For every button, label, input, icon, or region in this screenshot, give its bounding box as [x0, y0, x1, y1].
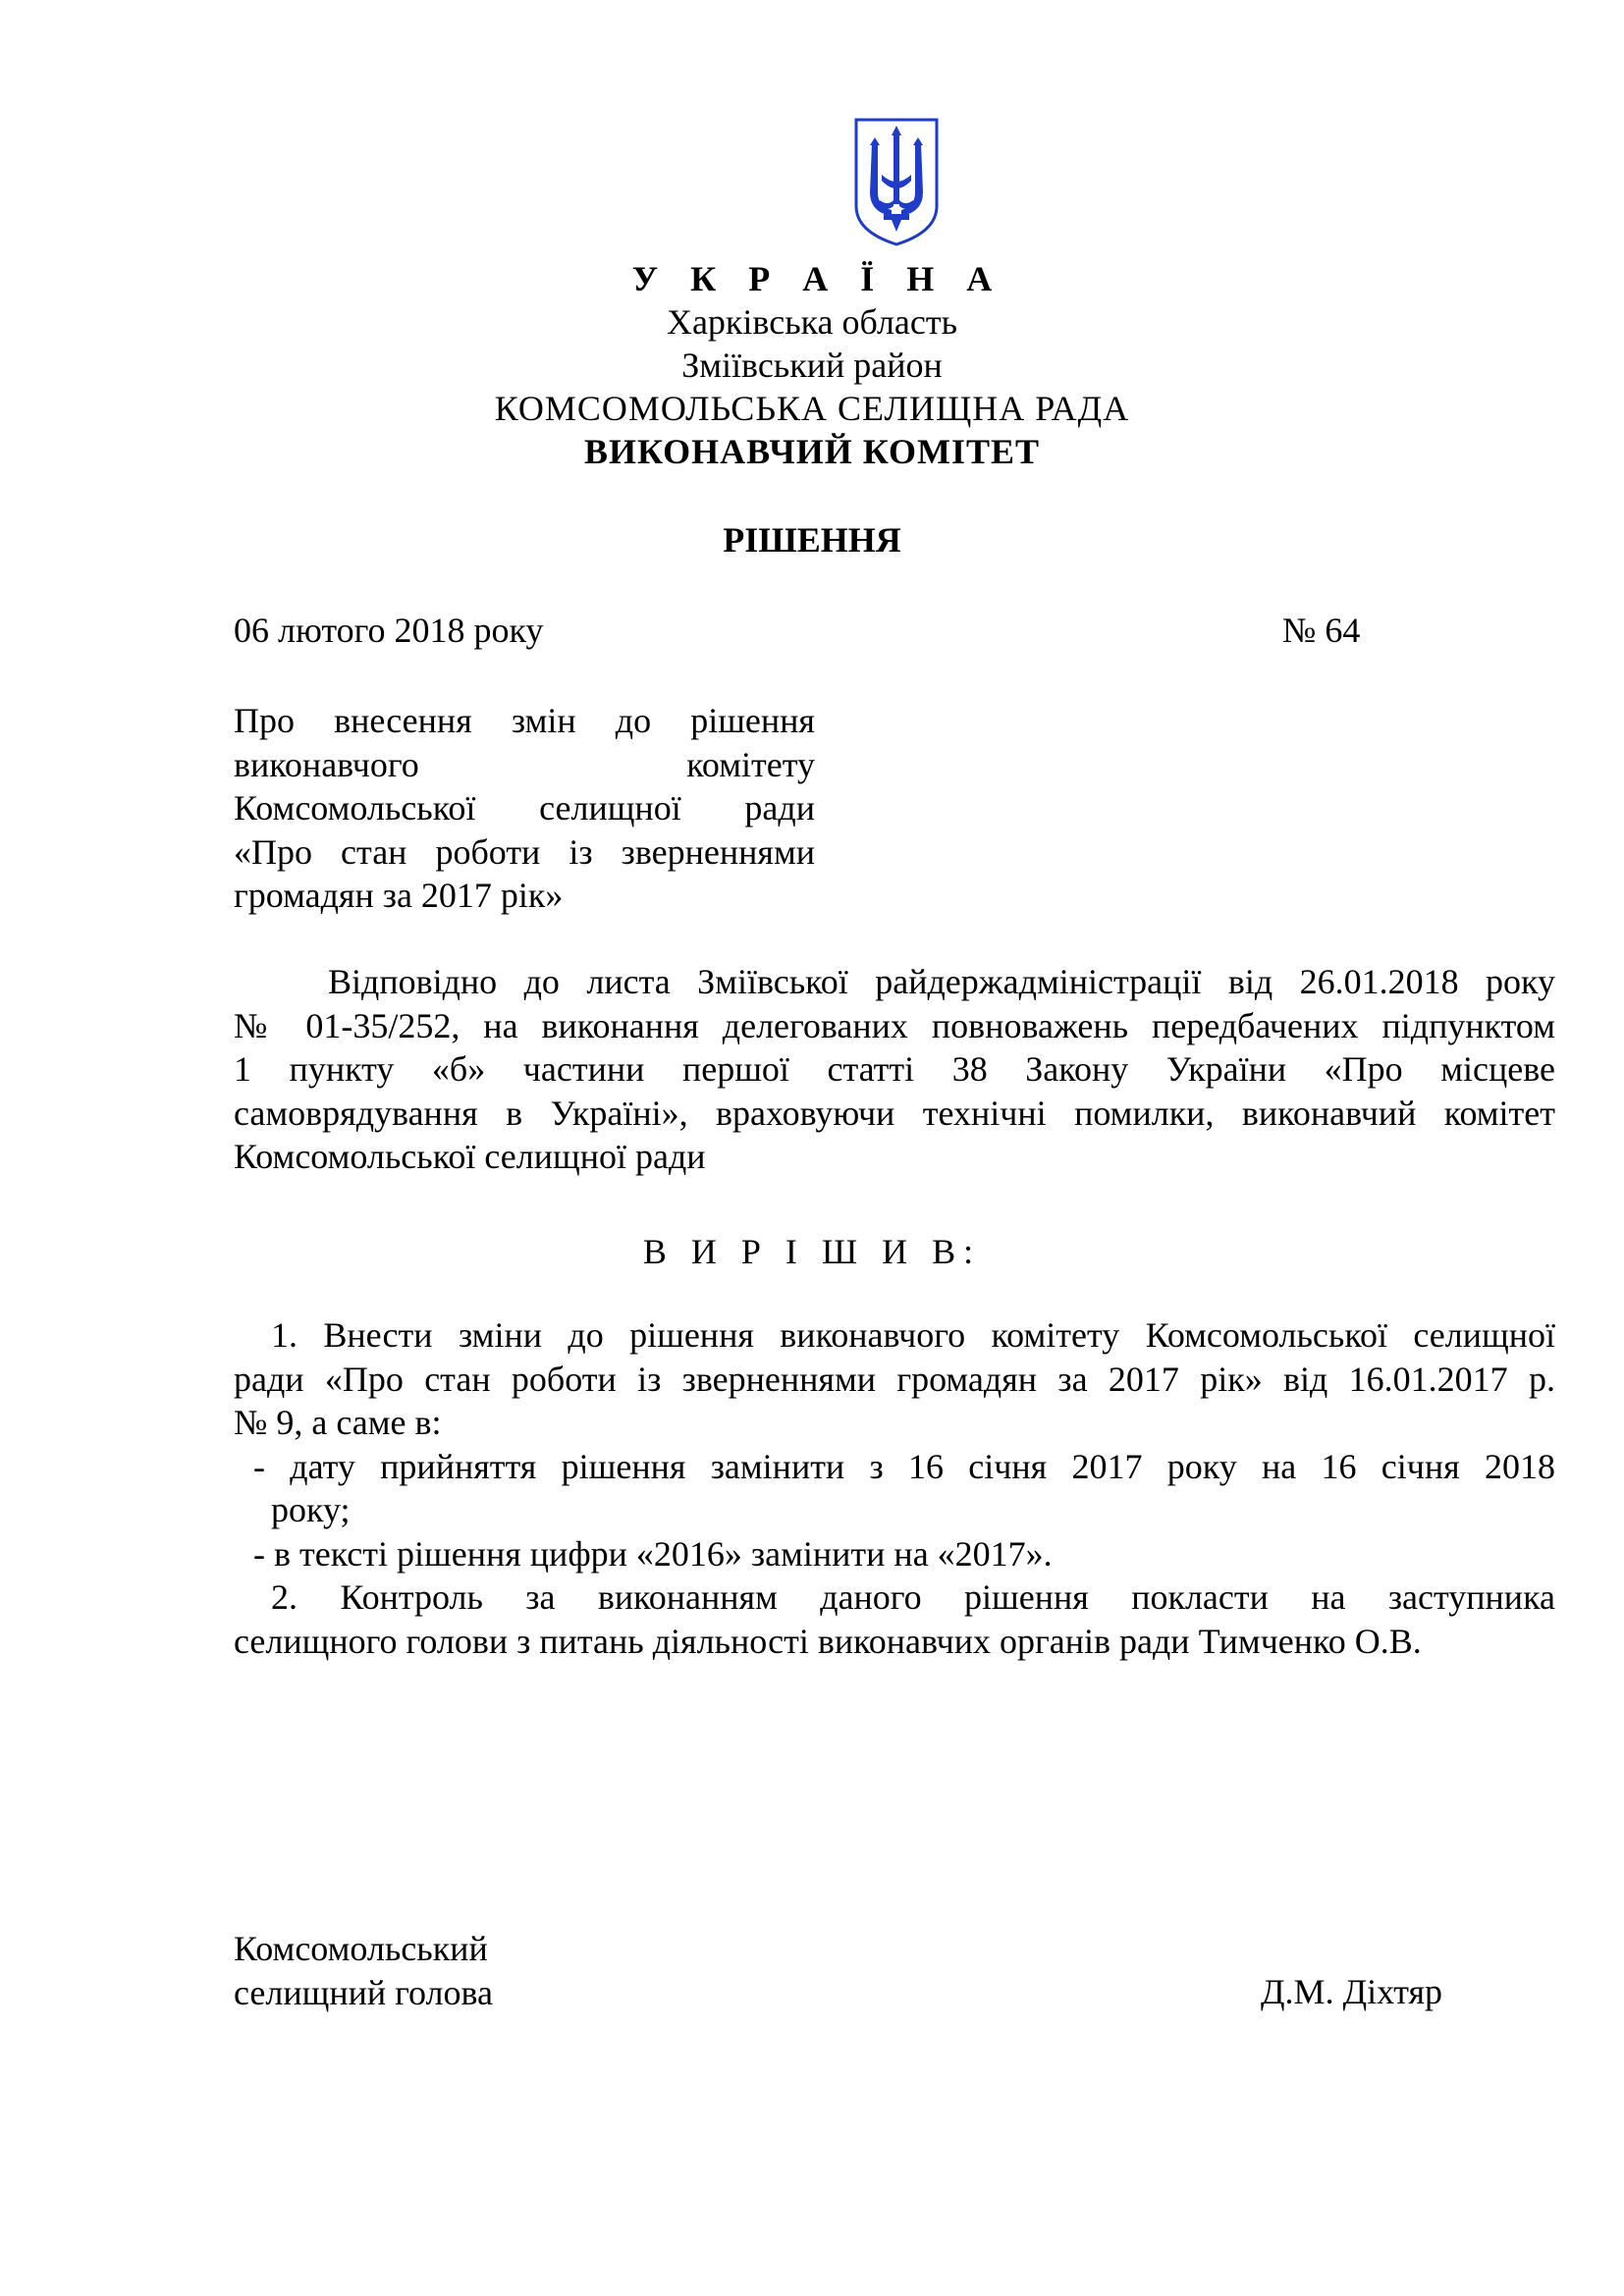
- signatory-title-line: Комсомольський: [234, 1929, 488, 1968]
- document-type-heading: РІШЕННЯ: [723, 520, 901, 560]
- trident-emblem-icon: [852, 116, 941, 248]
- preamble-line: Відповідно до листа Зміївської райдержадміністрації від 26.01.2018 року: [328, 962, 1555, 1001]
- sub-item-line: - в тексті рішення цифри «2016» замінити на «2017».: [253, 1533, 1053, 1574]
- committee-name: ВИКОНАВЧИЙ КОМІТЕТ: [583, 432, 1041, 471]
- decision-points: [234, 1313, 1555, 1663]
- subject-line: Комсомольської селищної ради: [234, 788, 815, 828]
- decision-subject: [234, 699, 815, 918]
- preamble-line: № 01-35/252, на виконання делегованих повноважень передбачених підпунктом: [234, 1005, 1555, 1045]
- point-two-line: 2. Контроль за виконанням даного рішення покласти на заступника: [271, 1577, 1555, 1617]
- decision-date: 06 лютого 2018 року: [234, 611, 544, 650]
- preamble-paragraph: [234, 960, 1555, 1179]
- decided-heading: В И Р І Ш И В:: [642, 1232, 982, 1271]
- subject-line: громадян за 2017 рік»: [234, 876, 564, 915]
- subject-line: виконавчого комітету: [234, 744, 815, 784]
- sub-item-line: - дату прийняття рішення замінити з 16 січня 2017 року на 16 січня 2018: [253, 1446, 1555, 1486]
- point-two-line: селищного голови з питань діяльності виконавчих органів ради Тимченко О.В.: [234, 1621, 1422, 1661]
- sub-item-line: року;: [271, 1490, 351, 1529]
- region-name: Харківська область: [666, 302, 958, 342]
- signatory-name: Д.М. Діхтяр: [1261, 1972, 1443, 2011]
- council-name: КОМСОМОЛЬСЬКА СЕЛИЩНА РАДА: [494, 389, 1130, 428]
- point-one-line: № 9, а саме в:: [234, 1403, 442, 1442]
- country-title: У К Р А Ї Н А: [631, 259, 1004, 298]
- signatory-title-line: селищний голова: [234, 1972, 494, 2012]
- preamble-line: Комсомольської селищної ради: [234, 1137, 706, 1176]
- decision-number: № 64: [1282, 611, 1361, 650]
- district-name: Зміївський район: [681, 346, 943, 385]
- preamble-line: самоврядування в Україні», враховуючи технічні помилки, виконавчий комітет: [234, 1093, 1555, 1133]
- point-one-line: 1. Внести зміни до рішення виконавчого комітету Комсомольської селищної: [271, 1315, 1555, 1355]
- subject-line: «Про стан роботи із зверненнями: [234, 831, 815, 872]
- point-one-line: ради «Про стан роботи із зверненнями громадян за 2017 рік» від 16.01.2017 р.: [234, 1359, 1555, 1399]
- subject-line: Про внесення змін до рішення: [234, 701, 815, 740]
- preamble-line: 1 пункту «б» частини першої статті 38 Закону України «Про місцеве: [234, 1049, 1555, 1089]
- signatory-title: [234, 1927, 493, 2014]
